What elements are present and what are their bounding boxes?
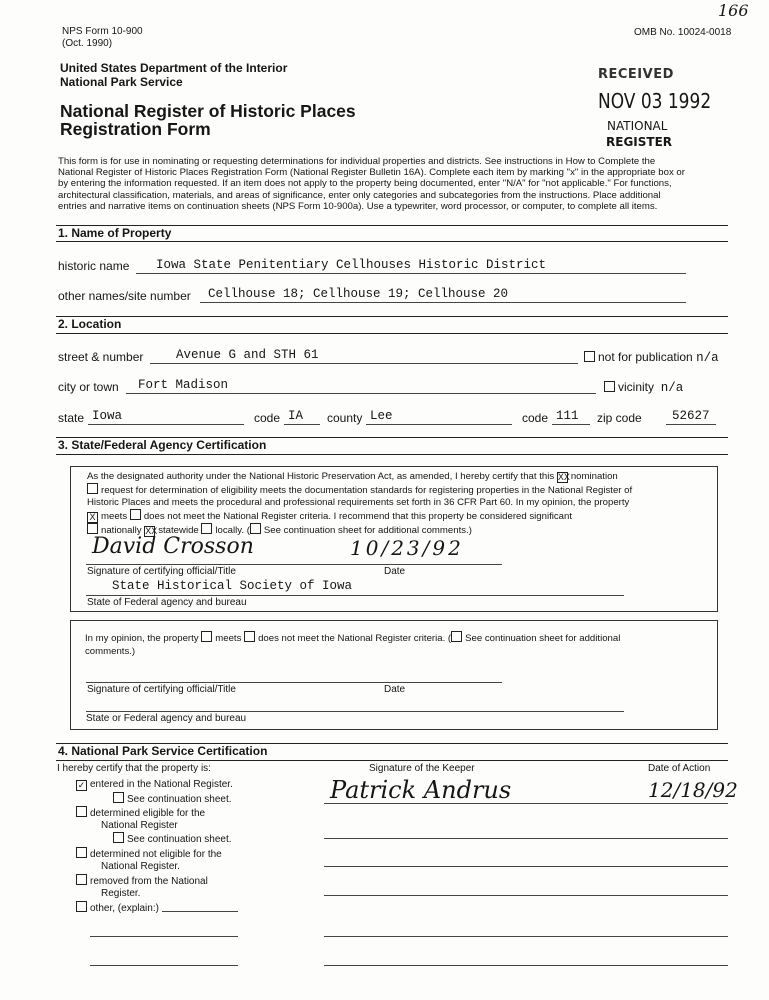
county-field[interactable]: Lee	[370, 409, 393, 423]
checkbox[interactable]	[76, 847, 87, 858]
certifying-date: 10/23/92	[350, 536, 464, 560]
vicinity-value: n/a	[660, 381, 684, 395]
checkbox-checked[interactable]: ✓	[77, 780, 86, 790]
opinion-text	[85, 631, 620, 658]
opinion-not-meet-checkbox[interactable]	[244, 631, 255, 642]
does-not-meet-checkbox[interactable]	[130, 509, 141, 520]
state-field[interactable]: Iowa	[92, 409, 123, 423]
option-label: Register.	[101, 888, 141, 899]
page-subtitle: Registration Form	[60, 119, 211, 139]
option-label: National Register.	[101, 861, 180, 872]
locally-checkbox[interactable]	[201, 523, 212, 534]
opinion-continuation-label: See continuation sheet for additional	[465, 633, 621, 644]
county-code-label: code	[522, 411, 549, 425]
cert-line: does not meet the National Register criteria. I recommend that this property be considered significant	[143, 511, 573, 522]
agency-label: State of Federal agency and bureau	[87, 597, 247, 608]
instructions-line: entries and narrative items on continuation sheets (NPS Form 10-900a). Use a typewriter, word processor, or computer, to complete all items.	[58, 200, 658, 212]
stamp-line1: NATIONAL	[607, 119, 668, 133]
option-label: other, (explain:)	[90, 903, 159, 914]
nationally-checkbox[interactable]	[87, 523, 98, 534]
vicinity-checkbox[interactable]	[604, 381, 615, 392]
page-title: National Register of Historic Places	[60, 101, 356, 121]
certifying-signature: David Crosson	[92, 534, 254, 559]
received-stamp: RECEIVED	[598, 67, 674, 82]
keeper-signature: Patrick Andrus	[330, 776, 512, 804]
signature2-label: Signature of certifying official/Title	[87, 684, 236, 695]
action-date-label: Date of Action	[648, 763, 711, 774]
zip-label: zip code	[597, 411, 642, 425]
nationally-label: nationally	[101, 525, 142, 536]
certify-intro: I hereby certify that the property is:	[57, 763, 211, 774]
opinion-line: comments.)	[85, 646, 136, 657]
city-label: city or town	[58, 380, 119, 394]
option-entered-continuation[interactable]	[113, 792, 232, 805]
instructions-line: National Register of Historic Places Registration Form (National Register Bulletin 16A). Complete each item by marking "x" in the appropriate box or	[58, 167, 685, 179]
signature-label: Signature of certifying official/Title	[87, 566, 236, 577]
nomination-checkbox[interactable]: XX	[557, 472, 570, 482]
checkbox[interactable]	[76, 901, 87, 912]
stamp-line2: REGISTER	[606, 135, 673, 149]
stamp-date: NOV 03 1992	[598, 89, 712, 113]
handwritten-note: 166	[718, 1, 749, 20]
option-eligible[interactable]	[76, 806, 205, 832]
department: United States Department of the Interior	[60, 61, 288, 75]
keeper-label: Signature of the Keeper	[369, 763, 475, 774]
option-other[interactable]	[76, 901, 159, 914]
street-field[interactable]: Avenue G and STH 61	[176, 348, 319, 362]
other-names-field[interactable]: Cellhouse 18; Cellhouse 19; Cellhouse 20	[208, 287, 509, 301]
cert-line: request for determination of eligibility meets the documentation standards for registering properties in the National Register of	[101, 485, 633, 496]
certifying-agency: State Historical Society of Iowa	[112, 579, 353, 593]
certification-text	[87, 471, 632, 537]
historic-name-label: historic name	[58, 259, 130, 273]
opinion-line: In my opinion, the property	[85, 633, 199, 644]
omb-number: OMB No. 10024-0018	[634, 27, 732, 38]
zip-field[interactable]: 52627	[672, 409, 710, 423]
county-label: county	[327, 411, 363, 425]
option-eligible-continuation[interactable]	[113, 832, 232, 845]
instructions-line: architectural classification, materials, and areas of significance, enter only categories and subcategories from the instructions. Place additional	[58, 189, 661, 201]
opinion-meets-checkbox[interactable]	[201, 631, 212, 642]
option-label: entered in the National Register.	[90, 779, 233, 790]
state-code-label: code	[254, 411, 281, 425]
opinion-continuation-checkbox[interactable]	[451, 631, 462, 642]
date-label: Date	[384, 566, 406, 577]
meets-checkbox[interactable]: X	[87, 512, 98, 523]
date2-label: Date	[384, 684, 406, 695]
city-field[interactable]: Fort Madison	[138, 378, 229, 392]
instructions	[58, 156, 685, 212]
statewide-label: statewide	[158, 525, 199, 536]
option-label: See continuation sheet.	[127, 834, 232, 845]
vicinity[interactable]	[604, 380, 683, 395]
agency2-label: State or Federal agency and bureau	[86, 713, 247, 724]
section-2-heading: 2. Location	[58, 317, 122, 331]
agency: National Park Service	[60, 75, 183, 89]
option-label: removed from the National	[90, 876, 208, 887]
state-code-field[interactable]: IA	[288, 409, 304, 423]
option-label: determined not eligible for the	[90, 849, 222, 860]
instructions-line: This form is for use in nominating or requesting determinations for individual properties and districts. See instructions in How to Complete the	[58, 156, 656, 167]
locally-label: locally. (	[215, 525, 250, 536]
option-label: determined eligible for the	[90, 808, 206, 819]
not-for-publication-value: n/a	[696, 351, 719, 365]
action-date: 12/18/92	[648, 778, 738, 802]
checkbox[interactable]	[113, 832, 124, 843]
opinion-not-meet-label: does not meet the National Register criteria. (	[258, 633, 452, 644]
meets-label: meets	[101, 511, 128, 522]
continuation-checkbox[interactable]	[250, 523, 261, 534]
historic-name-field[interactable]: Iowa State Penitentiary Cellhouses Historic District	[156, 258, 547, 272]
not-for-publication-checkbox[interactable]	[584, 351, 595, 362]
option-removed[interactable]	[76, 874, 208, 900]
form-date: (Oct. 1990)	[62, 38, 113, 49]
section-1-heading: 1. Name of Property	[58, 226, 172, 240]
not-for-publication[interactable]	[584, 350, 719, 365]
opinion-meets-label: meets	[215, 633, 242, 644]
section-3-heading: 3. State/Federal Agency Certification	[58, 438, 267, 452]
state-label: state	[58, 411, 85, 425]
form-number: NPS Form 10-900	[62, 26, 143, 37]
section-4-heading: 4. National Park Service Certification	[58, 744, 268, 758]
checkbox[interactable]	[76, 806, 87, 817]
cert-line: As the designated authority under the National Historic Preservation Act, as amended, I hereby certify that this	[87, 471, 555, 482]
option-not-eligible[interactable]	[76, 847, 222, 873]
option-label: See continuation sheet.	[127, 794, 232, 805]
instructions-line: by entering the information requested. If an item does not apply to the property being documented, enter "N/A" for "not applicable." For functions,	[58, 178, 672, 190]
option-label: National Register	[101, 820, 178, 831]
checkbox[interactable]	[76, 874, 87, 885]
not-for-publication-label: not for publication	[598, 350, 693, 364]
vicinity-label: vicinity	[618, 380, 655, 394]
statewide-checkbox[interactable]: XX	[145, 526, 158, 536]
street-label: street & number	[58, 350, 144, 364]
county-code-field[interactable]: 111	[556, 409, 579, 423]
option-entered[interactable]	[76, 779, 233, 791]
nomination-label: nomination	[570, 471, 618, 482]
continuation-label: See continuation sheet for additional comments.)	[263, 525, 472, 536]
other-names-label: other names/site number	[58, 289, 191, 303]
request-checkbox[interactable]	[87, 483, 98, 494]
checkbox[interactable]	[113, 792, 124, 803]
cert-line: Historic Places and meets the procedural and professional requirements set forth in 36 CFR Part 60. In my opinion, the property	[87, 497, 630, 508]
